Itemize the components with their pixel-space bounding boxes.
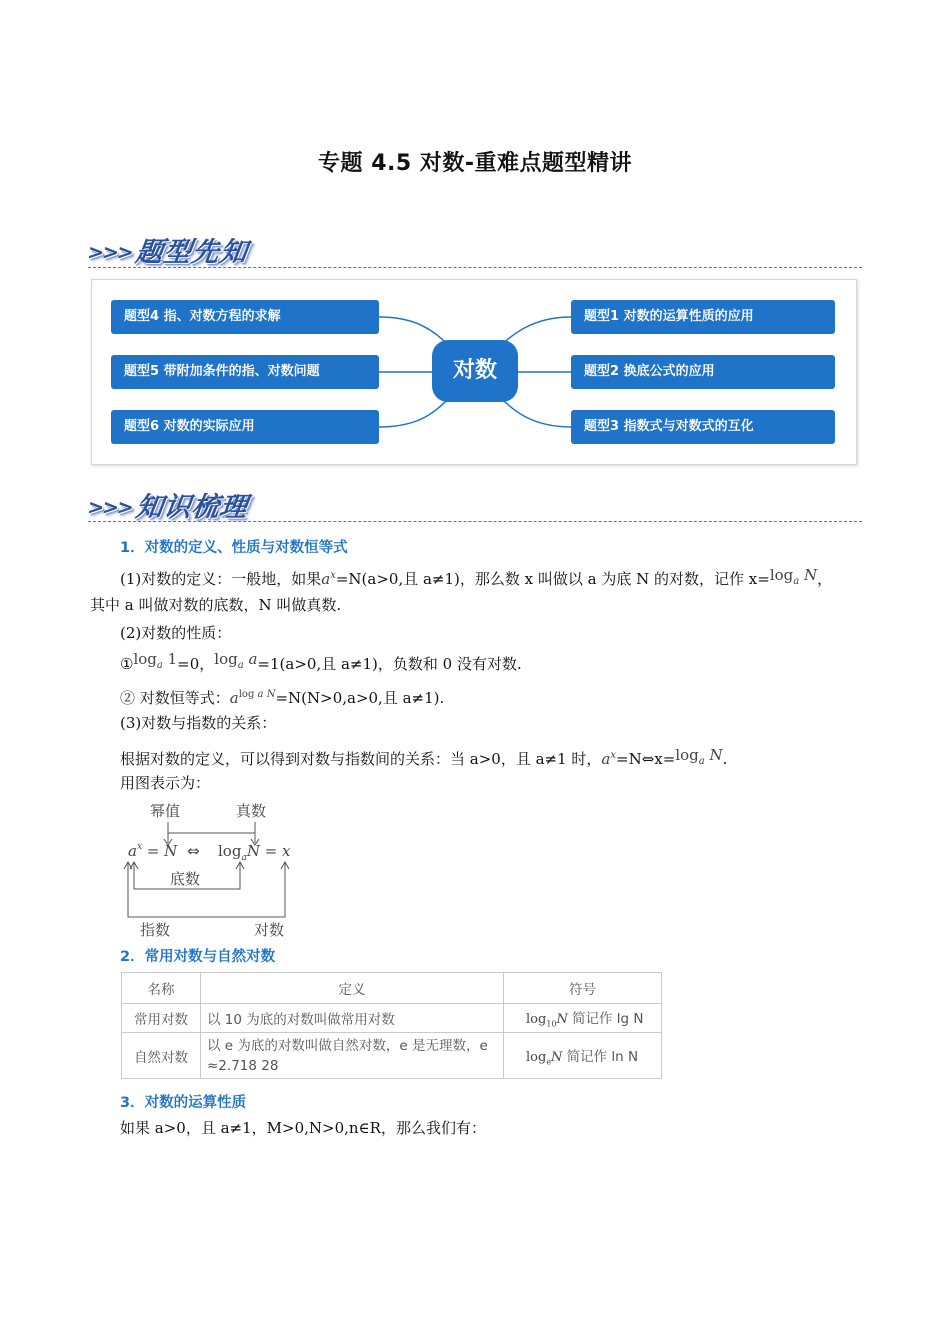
mind-map-node-type6: 题型6 对数的实际应用 [111, 410, 379, 444]
definition-line-2: 其中 a 叫做对数的底数，N 叫做真数. [90, 596, 342, 614]
banner-arrows: >>> [85, 240, 134, 264]
formula-log-identity: $a^{log a N}$ [229, 689, 276, 707]
table-row [122, 1004, 662, 1033]
mind-map [91, 279, 857, 465]
dashed-divider [88, 267, 862, 268]
banner-arrows: >>> [85, 495, 134, 519]
definition-text: =N(a>0,且 a≠1)，那么数 x 叫做以 a 为底 N 的对数，记作 x= [335, 570, 770, 588]
symbol-text: 简记作 lg N [572, 1011, 644, 1028]
mind-map-center: 对数 [432, 340, 518, 402]
banner-label: 题型先知 [133, 237, 251, 268]
table-cell-symbol [504, 1033, 662, 1079]
banner-question-types [85, 230, 251, 269]
section-heading-definition: 1．对数的定义、性质与对数恒等式 [120, 540, 348, 556]
property-1 [120, 650, 522, 682]
diagram-intro: 用图表示为： [120, 774, 211, 792]
property-text: ① [120, 655, 134, 673]
operations-intro: 如果 a>0，且 a≠1，M>0,N>0,n∈R，那么我们有： [120, 1119, 486, 1137]
relation-text: . [722, 750, 728, 768]
table-row [122, 1033, 662, 1079]
diagram-equivalence: ⇔ [187, 842, 200, 860]
formula-a-pow-x: $a^x$ [601, 750, 617, 768]
table-cell-symbol [504, 1004, 662, 1033]
table-cell-name: 常用对数 [122, 1004, 201, 1033]
definition-text: ， [817, 570, 833, 588]
page-title: 专题 4.5 对数-重难点题型精讲 [318, 151, 632, 176]
property-text: =0， [177, 655, 215, 673]
relation-text: =N⇔x= [616, 750, 676, 768]
property-title: (2)对数的性质： [120, 624, 232, 642]
property-text: =N(N>0,a>0,且 a≠1). [275, 689, 445, 707]
diagram-label-logarithm: 对数 [254, 921, 285, 939]
formula-log-a-n: $\log_a N$ [769, 566, 818, 587]
symbol-text: 简记作 ln N [566, 1048, 639, 1065]
table-header-cell: 定义 [201, 973, 504, 1004]
mind-map-node-type5: 题型5 带附加条件的指、对数问题 [111, 355, 379, 389]
table-cell-name: 自然对数 [122, 1033, 201, 1079]
table-header-cell: 名称 [122, 973, 201, 1004]
formula-log-a-1: $\log_a 1$ [133, 650, 178, 671]
diagram-label-exponent: 指数 [140, 921, 171, 939]
formula-a-pow-x: $a^x$ [321, 570, 336, 588]
table-header-cell: 符号 [504, 973, 662, 1004]
mind-map-node-type4: 题型4 指、对数方程的求解 [111, 300, 379, 334]
formula-log10-n: $\log_{10}N$ [526, 1012, 568, 1029]
table-cell-definition: 以 10 为底的对数叫做常用对数 [201, 1004, 504, 1033]
section-heading-operations: 3．对数的运算性质 [120, 1095, 247, 1111]
definition-text: (1)对数的定义：一般地，如果 [120, 570, 322, 588]
property-2 [120, 684, 444, 709]
section-heading-common-natural: 2．常用对数与自然对数 [120, 949, 276, 965]
diagram-label-base: 底数 [170, 870, 201, 888]
banner-knowledge [85, 485, 251, 524]
mind-map-node-type2: 题型2 换底公式的应用 [571, 355, 835, 389]
log-exp-relation-diagram [120, 797, 300, 942]
definition-line [120, 565, 870, 597]
diagram-a-pow-x: $a^x = N$ [128, 842, 178, 860]
mind-map-node-type3: 题型3 指数式与对数式的互化 [571, 410, 835, 444]
log-types-table [121, 972, 662, 1079]
table-cell-definition: 以 e 为底的对数叫做自然对数，e 是无理数，e ≈2.718 28 [201, 1033, 504, 1079]
property-text: ② 对数恒等式： [120, 689, 230, 707]
diagram-log-a-n: $\log_aN = x$ [218, 842, 291, 863]
relation-title: (3)对数与指数的关系： [120, 714, 277, 732]
mind-map-node-type1: 题型1 对数的运算性质的应用 [571, 300, 835, 334]
formula-log-a-n: $\log_a N$ [675, 746, 723, 767]
dashed-divider [88, 521, 862, 522]
formula-log-a-a: $\log_a a$ [214, 650, 258, 671]
property-text: =1(a>0,且 a≠1)，负数和 0 没有对数. [257, 655, 522, 673]
banner-label: 知识梳理 [133, 492, 251, 523]
diagram-label-true-number: 真数 [236, 802, 267, 820]
diagram-label-power: 幂值 [150, 802, 181, 820]
table-header-row [122, 973, 662, 1004]
relation-text: 根据对数的定义，可以得到对数与指数间的关系：当 a>0，且 a≠1 时， [120, 750, 602, 768]
relation-line [120, 745, 727, 777]
formula-loge-n: $\log_eN$ [526, 1049, 563, 1067]
